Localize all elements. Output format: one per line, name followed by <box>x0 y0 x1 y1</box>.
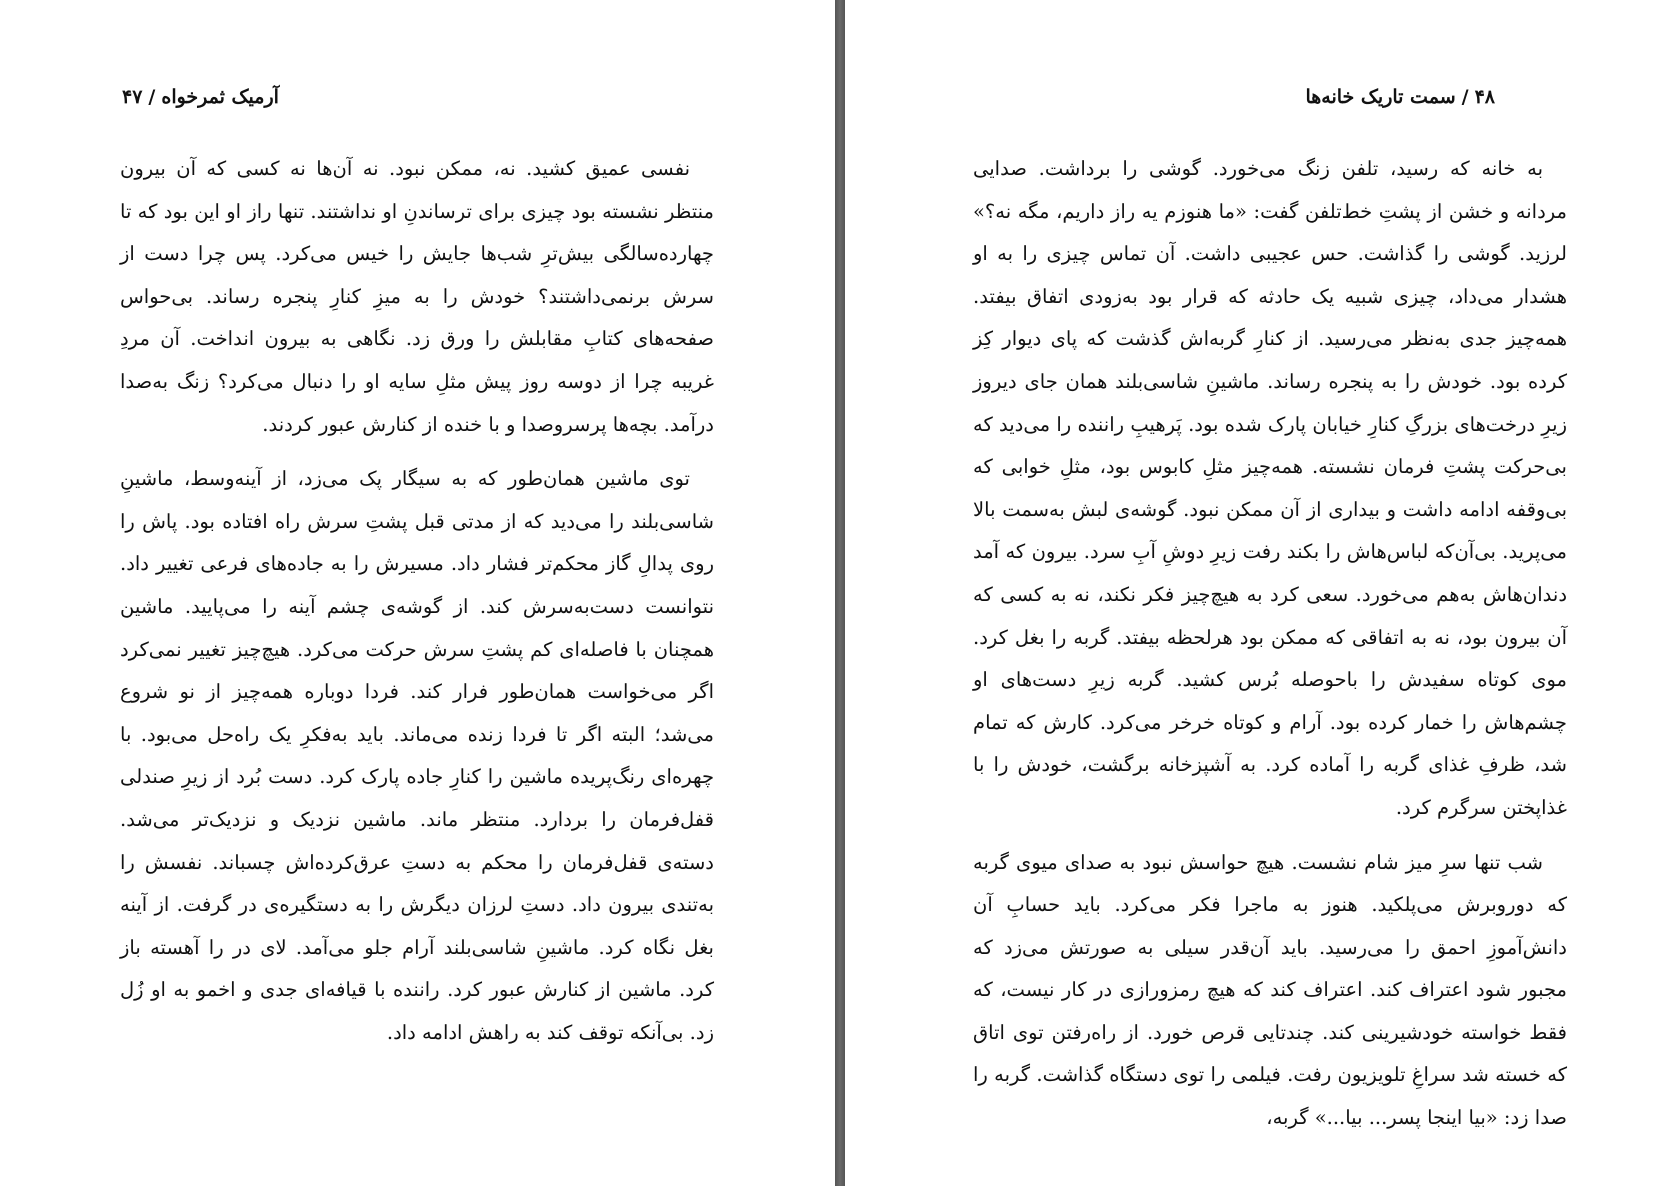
left-page <box>0 0 835 1186</box>
paragraph: توی ماشین همان‌طور که به سیگار پک می‌زد، از آینه‌وسط، ماشینِ شاسی‌بلند را می‌دید که از مدتی قبل پشتِ سرش راه افتاده بود. پاش را روی پدالِ گاز محکم‌تر فشار داد. مسیرش را به جاده‌های فرعی تغییر داد. نتوانست دست‌به‌سرش کند. از گوشه‌ی چشم آینه را می‌پایید. ماشین همچنان با فاصله‌ای کم پشتِ سرش حرکت می‌کرد. هیچ‌چیز تغییر نمی‌کرد اگر می‌خواست همان‌طور فرار کند. فردا دوباره همه‌چیز از نو شروع می‌شد؛ البته اگر تا فردا زنده می‌ماند. باید به‌فکرِ یک راه‌حل می‌بود. با چهره‌ای رنگ‌پریده ماشین را کنارِ جاده پارک کرد. دست بُرد از زیرِ صندلی قفل‌فرمان را بردارد. منتظر ماند. ماشین نزدیک و نزدیک‌تر می‌شد. دسته‌ی قفل‌فرمان را محکم به دستِ عرق‌کرده‌اش چسباند. نفسش را به‌تندی بیرون داد. دستِ لرزان دیگرش را به دستگیره‌ی در گرفت. از آینه بغل نگاه کرد. ماشینِ شاسی‌بلند آرام جلو می‌آمد. لای در را آهسته باز کرد. ماشین از کنارش عبور کرد. راننده با قیافه‌ای جدی و اخمو به او زُل زد. بی‌آنکه توقف کند به راهش ادامه داد. <box>120 467 714 1044</box>
book-title: سمت تاریک خانه‌ها <box>1305 86 1456 108</box>
body-text <box>973 148 1567 1152</box>
running-head-separator: / <box>1461 86 1469 108</box>
running-head-right <box>1275 82 1495 112</box>
book-gutter <box>835 0 845 1186</box>
right-page <box>845 0 1680 1186</box>
paragraph: نفسی عمیق کشید. نه، ممکن نبود. نه آن‌ها نه کسی که آن بیرون منتظر نشسته بود چیزی برای ترساندنِ او نداشتند. تنها راز او این بود که تا چهارده‌سالگی بیش‌ترِ شب‌ها جایش را خیس می‌کرد. پس چرا دست از سرش برنمی‌داشتند؟ خودش را به میزِ کنارِ پنجره رساند. بی‌حواس صفحه‌های کتابِ مقابلش را ورق زد. نگاهی به بیرون انداخت. آن مردِ غریبه چرا از دوسه روز پیش مثلِ سایه او را دنبال می‌کرد؟ زنگ به‌صدا درآمد. بچه‌ها پرسروصدا و با خنده از کنارش عبور کردند. <box>120 157 714 436</box>
paragraph: به خانه که رسید، تلفن زنگ می‌خورد. گوشی را برداشت. صدایی مردانه و خشن از پشتِ خط‌تلفن گفت: «ما هنوزم یه راز داریم، مگه نه؟» لرزید. گوشی را گذاشت. حس عجیبی داشت. آن تماس چیزی را به او هشدار می‌داد، چیزی شبیه یک حادثه که قرار بود به‌زودی اتفاق بیفتد. همه‌چیز جدی به‌نظر می‌رسید. از کنارِ گربه‌اش گذشت که پای دیوار کِز کرده بود. خودش را به پنجره رساند. ماشینِ شاسی‌بلند همان جای دیروز زیرِ درخت‌های بزرگِ کنارِ خیابان پارک شده بود. پَرهیبِ راننده را می‌دید که بی‌حرکت پشتِ فرمان نشسته. همه‌چیز مثلِ کابوس بود، مثلِ خوابی که بی‌وقفه ادامه داشت و بیداری از آن ممکن نبود. گوشه‌ی لبش به‌سمت بالا می‌پرید. بی‌آن‌که لباس‌هاش را بکند رفت زیرِ دوشِ آبِ سرد. بیرون که آمد دندان‌هاش به‌هم می‌خورد. سعی کرد به هیچ‌چیز فکر نکند، نه به کسی که آن بیرون بود، نه به اتفاقی که ممکن بود هرلحظه بیفتد. گربه را بغل کرد. موی کوتاه سفیدش را باحوصله بُرس کشید. گربه زیرِ دست‌های او چشم‌هاش را خمار کرده بود. آرام و کوتاه خرخر می‌کرد. کارش که تمام شد، ظرفِ غذای گربه را آماده کرد. به آشپزخانه برگشت، خودش را با غذاپختن سرگرم کرد. <box>973 157 1567 819</box>
book-author: آرمیک ثمرخواه <box>161 86 279 108</box>
page-number: ۴۸ <box>1474 86 1495 108</box>
paragraph: شب تنها سرِ میز شام نشست. هیچ حواسش نبود به صدای میوی گربه که دوروبرش می‌پلکید. هنوز به ماجرا فکر می‌کرد. باید حسابِ آن دانش‌آموزِ احمق را می‌رسید. باید آن‌قدر سیلی به صورتش می‌زد که مجبور شود اعتراف کند. اعتراف کند که هیچ رمزورازی در کار نیست، که فقط خواسته خودشیرینی کند. چندتایی قرص خورد. از راه‌رفتن توی اتاق که خسته شد سراغِ تلویزیون رفت. فیلمی را توی دستگاه گذاشت. گربه را صدا زد: «بیا اینجا پسر... بیا...» گربه، <box>973 850 1567 1130</box>
running-head-separator: / <box>148 86 156 108</box>
running-head-left <box>122 82 282 112</box>
page-number: ۴۷ <box>122 86 143 108</box>
body-text <box>120 148 714 1066</box>
